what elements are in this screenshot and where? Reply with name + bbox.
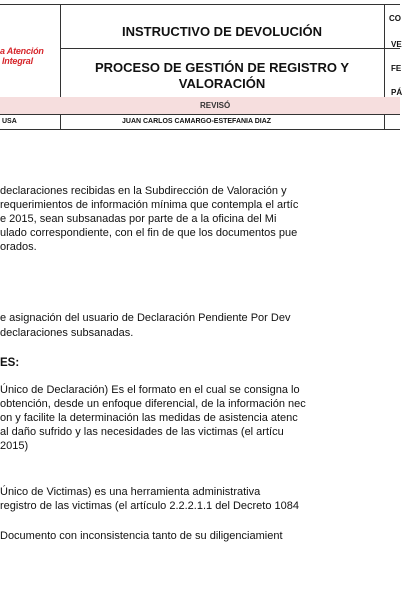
text-line: obtención, desde un enfoque diferencial, de la información nec	[0, 398, 306, 410]
text-line: e 2015, sean subsanadas por parte de a la oficina del Mi	[0, 213, 277, 225]
text-line: al daño sufrido y las necesidades de las victimas (el artícu	[0, 426, 284, 438]
meta-label-code: CO	[389, 14, 401, 23]
text-line: 2015)	[0, 440, 29, 452]
section-heading-definitions: ES:	[0, 357, 20, 369]
approval-label-reviewed: REVISÓ	[200, 101, 231, 110]
text-line: requerimientos de información mínima que contempla el artíc	[0, 199, 299, 211]
text-line: ulado correspondiente, con el fin de que los documentos pue	[0, 227, 298, 239]
reviewer-name: JUAN CARLOS CAMARGO-ESTEFANIA DIAZ	[122, 118, 272, 125]
text-line: declaraciones subsanadas.	[0, 327, 134, 339]
process-name-line2: VALORACIÓN	[178, 76, 266, 91]
approval-left-name: USA	[2, 118, 17, 125]
meta-label-version: VE	[391, 40, 402, 49]
meta-label-date: FE	[391, 64, 402, 73]
text-line: orados.	[0, 241, 37, 253]
text-line: Único de Declaración) Es el formato en el cual se consigna lo	[0, 384, 300, 396]
text-line: Único de Victimas) es una herramienta administrativa	[0, 486, 261, 498]
text-line: registro de las victimas (el artículo 2.2.2.1.1 del Decreto 1084	[0, 500, 299, 512]
text-line: declaraciones recibidas en la Subdirección de Valoración y	[0, 185, 287, 197]
text-line: e asignación del usuario de Declaración Pendiente Por Dev	[0, 312, 291, 324]
process-name-line1: PROCESO DE GESTIÓN DE REGISTRO Y	[94, 60, 350, 75]
text-line: on y facilite la determinación las medidas de asistencia atenc	[0, 412, 298, 424]
meta-label-page: PÁ	[391, 88, 402, 97]
text-line: Documento con inconsistencia tanto de su diligenciamient	[0, 530, 283, 542]
logo-text-line2: Integral	[2, 56, 33, 66]
logo-text-line1: a Atención	[0, 46, 44, 56]
document-title: INSTRUCTIVO DE DEVOLUCIÓN	[121, 24, 323, 39]
